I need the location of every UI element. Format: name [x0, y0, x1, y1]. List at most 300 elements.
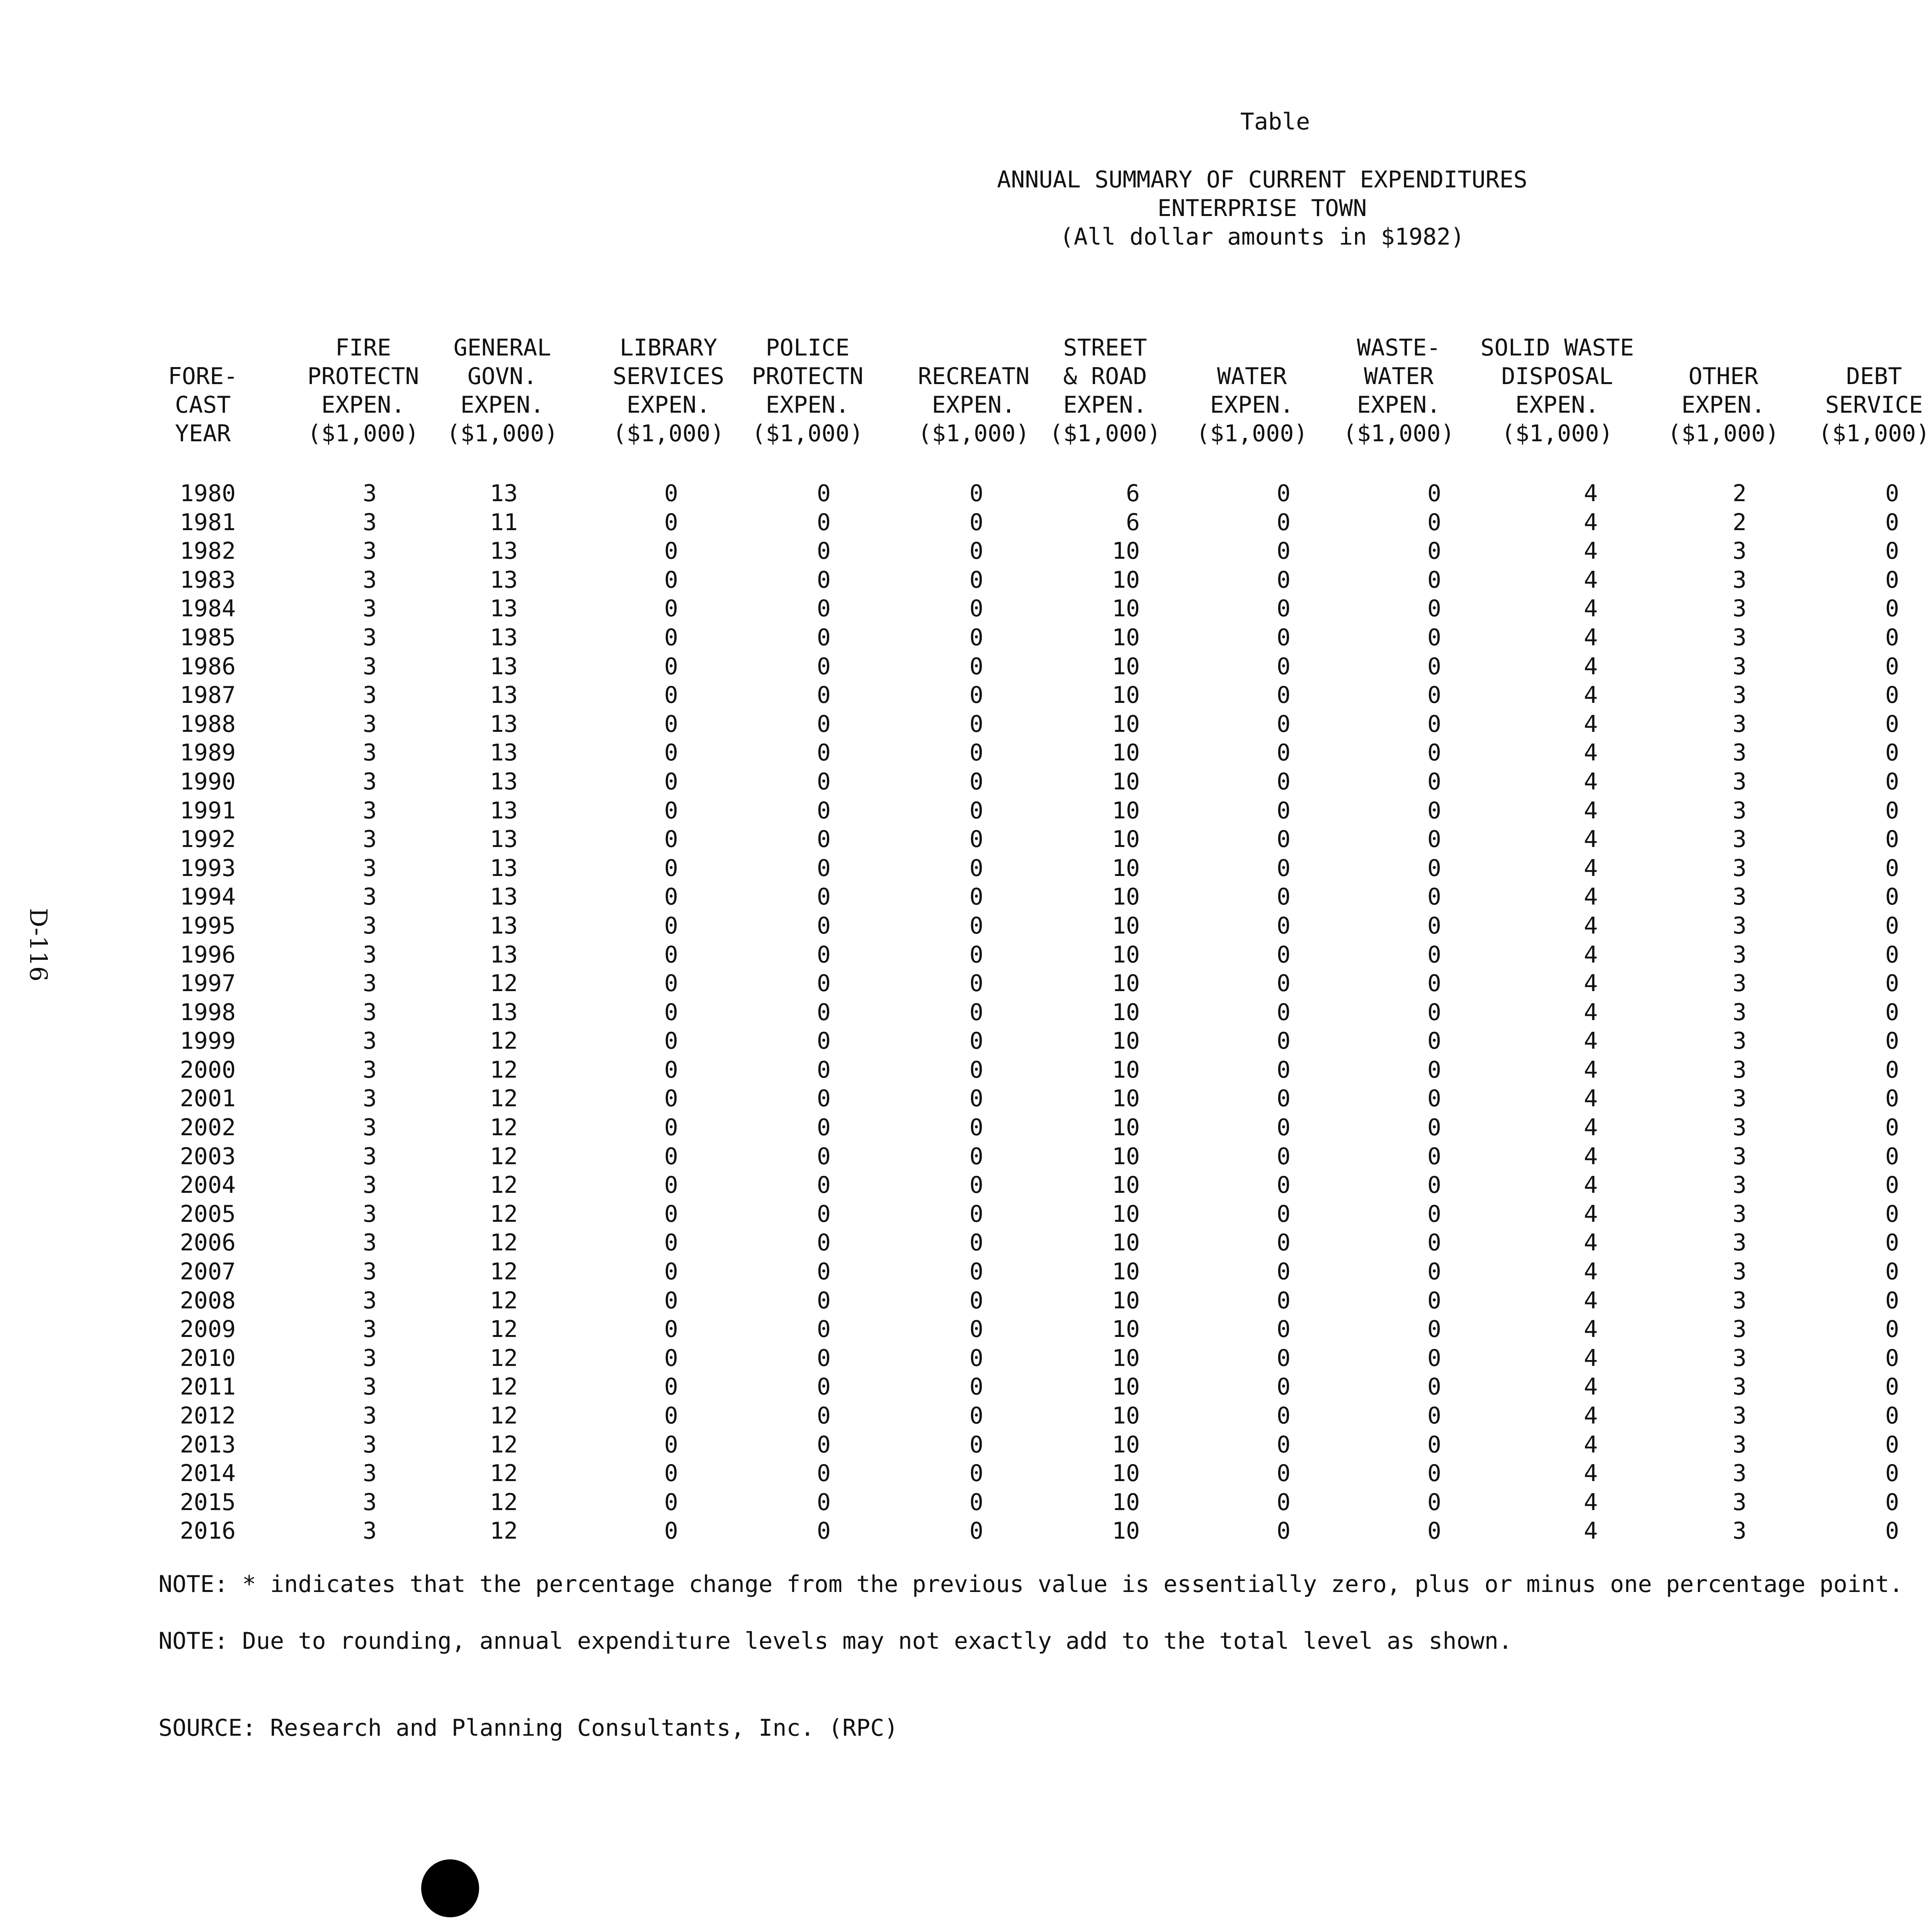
cell-recreatn: 0: [969, 1085, 983, 1112]
column-header-line: [126, 336, 280, 365]
cell-fire: 3: [362, 1258, 377, 1286]
cell-water: 0: [1276, 1172, 1291, 1199]
cell-general-govn: 13: [490, 854, 518, 882]
table-body: [0, 482, 1932, 1548]
cell-debt-service: 0: [1885, 653, 1899, 680]
table-row: [0, 1433, 1932, 1462]
cell-solid-waste: 4: [1583, 480, 1598, 507]
cell-year: 1997: [180, 970, 236, 997]
punch-hole-left: [421, 1859, 479, 1917]
cell-debt-service: 0: [1885, 537, 1899, 565]
cell-year: 1986: [180, 653, 236, 680]
cell-general-govn: 12: [490, 1460, 518, 1487]
cell-debt-service: 0: [1885, 970, 1899, 997]
cell-waste-water: 0: [1427, 883, 1441, 911]
column-header-line: WATER: [1364, 363, 1434, 390]
cell-fire: 3: [362, 1316, 377, 1343]
column-header-line: FIRE: [335, 334, 391, 361]
cell-fire: 3: [362, 509, 377, 536]
cell-fire: 3: [362, 480, 377, 507]
table-row: [0, 1404, 1932, 1433]
cell-waste-water: 0: [1427, 1258, 1441, 1286]
cell-police: 0: [816, 912, 831, 939]
column-header-line: ($1,000): [1667, 420, 1779, 447]
table-row: [0, 1029, 1932, 1058]
cell-fire: 3: [362, 1402, 377, 1429]
cell-water: 0: [1276, 1143, 1291, 1170]
cell-street-road: 6: [1126, 509, 1140, 536]
cell-recreatn: 0: [969, 1143, 983, 1170]
cell-library: 0: [664, 883, 678, 911]
cell-water: 0: [1276, 1027, 1291, 1055]
cell-water: 0: [1276, 1316, 1291, 1343]
table-row: [0, 1344, 1932, 1376]
cell-other: 3: [1732, 1027, 1747, 1055]
cell-fire: 3: [362, 1143, 377, 1170]
cell-general-govn: 13: [490, 941, 518, 968]
cell-library: 0: [664, 1488, 678, 1516]
cell-police: 0: [816, 1143, 831, 1170]
cell-water: 0: [1276, 710, 1291, 738]
table-row: [0, 885, 1932, 914]
cell-library: 0: [664, 768, 678, 795]
cell-solid-waste: 4: [1583, 1114, 1598, 1141]
cell-debt-service: 0: [1885, 768, 1899, 795]
cell-solid-waste: 4: [1583, 682, 1598, 709]
cell-waste-water: 0: [1427, 1460, 1441, 1487]
table-row: [0, 799, 1932, 828]
cell-water: 0: [1276, 1287, 1291, 1314]
cell-street-road: 10: [1112, 854, 1140, 882]
cell-debt-service: 0: [1885, 1027, 1899, 1055]
cell-recreatn: 0: [969, 480, 983, 507]
cell-street-road: 10: [1112, 826, 1140, 853]
cell-debt-service: 0: [1885, 1085, 1899, 1112]
cell-waste-water: 0: [1427, 1517, 1441, 1545]
cell-recreatn: 0: [969, 797, 983, 824]
cell-year: 1995: [180, 912, 236, 939]
cell-fire: 3: [362, 970, 377, 997]
cell-water: 0: [1276, 998, 1291, 1026]
cell-solid-waste: 4: [1583, 1229, 1598, 1257]
cell-year: 1999: [180, 1027, 236, 1055]
column-header-line: & ROAD: [1063, 363, 1147, 390]
cell-fire: 3: [362, 595, 377, 622]
cell-fire: 3: [362, 1287, 377, 1314]
cell-year: 2016: [180, 1517, 236, 1545]
cell-waste-water: 0: [1427, 1085, 1441, 1112]
cell-water: 0: [1276, 854, 1291, 882]
cell-library: 0: [664, 480, 678, 507]
cell-other: 3: [1732, 797, 1747, 824]
cell-year: 2012: [180, 1402, 236, 1429]
cell-street-road: 10: [1112, 1258, 1140, 1286]
table-row: [0, 1488, 1932, 1520]
column-header-line: GENERAL: [453, 334, 551, 361]
cell-recreatn: 0: [969, 624, 983, 651]
table-row: [0, 998, 1932, 1030]
column-header-line: ($1,000): [918, 420, 1030, 447]
cell-year: 1991: [180, 797, 236, 824]
cell-library: 0: [664, 1258, 678, 1286]
cell-recreatn: 0: [969, 1114, 983, 1141]
table-row: [0, 1202, 1932, 1231]
cell-waste-water: 0: [1427, 1200, 1441, 1228]
cell-fire: 3: [362, 854, 377, 882]
cell-waste-water: 0: [1427, 1316, 1441, 1343]
column-header: [730, 336, 885, 451]
cell-debt-service: 0: [1885, 912, 1899, 939]
cell-year: 2011: [180, 1373, 236, 1401]
table-row: [0, 482, 1932, 511]
cell-year: 1983: [180, 566, 236, 594]
cell-other: 3: [1732, 1143, 1747, 1170]
cell-recreatn: 0: [969, 854, 983, 882]
cell-general-govn: 13: [490, 826, 518, 853]
cell-solid-waste: 4: [1583, 1027, 1598, 1055]
cell-police: 0: [816, 1085, 831, 1112]
cell-recreatn: 0: [969, 1229, 983, 1257]
column-header-line: ($1,000): [1343, 420, 1455, 447]
column-header-line: FORE-: [168, 363, 238, 390]
cell-street-road: 10: [1112, 1229, 1140, 1257]
cell-year: 1985: [180, 624, 236, 651]
cell-police: 0: [816, 480, 831, 507]
cell-year: 1988: [180, 710, 236, 738]
cell-other: 3: [1732, 1258, 1747, 1286]
cell-general-govn: 13: [490, 624, 518, 651]
cell-police: 0: [816, 941, 831, 968]
cell-police: 0: [816, 854, 831, 882]
cell-year: 1996: [180, 941, 236, 968]
cell-police: 0: [816, 970, 831, 997]
cell-recreatn: 0: [969, 566, 983, 594]
cell-debt-service: 0: [1885, 1373, 1899, 1401]
cell-general-govn: 12: [490, 1344, 518, 1372]
cell-street-road: 10: [1112, 1460, 1140, 1487]
cell-police: 0: [816, 509, 831, 536]
table-title: ANNUAL SUMMARY OF CURRENT EXPENDITURES: [997, 166, 1527, 193]
column-header: [1028, 336, 1182, 451]
cell-library: 0: [664, 682, 678, 709]
cell-other: 3: [1732, 998, 1747, 1026]
cell-debt-service: 0: [1885, 826, 1899, 853]
cell-street-road: 10: [1112, 1085, 1140, 1112]
cell-recreatn: 0: [969, 826, 983, 853]
cell-other: 3: [1732, 1056, 1747, 1083]
cell-fire: 3: [362, 1460, 377, 1487]
cell-recreatn: 0: [969, 970, 983, 997]
cell-waste-water: 0: [1427, 1114, 1441, 1141]
cell-debt-service: 0: [1885, 1517, 1899, 1545]
cell-debt-service: 0: [1885, 1287, 1899, 1314]
cell-fire: 3: [362, 682, 377, 709]
cell-general-govn: 13: [490, 595, 518, 622]
cell-police: 0: [816, 595, 831, 622]
column-header: [1646, 336, 1801, 451]
cell-solid-waste: 4: [1583, 854, 1598, 882]
cell-year: 1993: [180, 854, 236, 882]
cell-solid-waste: 4: [1583, 653, 1598, 680]
cell-street-road: 6: [1126, 480, 1140, 507]
cell-debt-service: 0: [1885, 480, 1899, 507]
cell-waste-water: 0: [1427, 1373, 1441, 1401]
cell-street-road: 10: [1112, 595, 1140, 622]
table-row: [0, 597, 1932, 626]
cell-general-govn: 13: [490, 768, 518, 795]
cell-water: 0: [1276, 883, 1291, 911]
cell-fire: 3: [362, 1488, 377, 1516]
cell-solid-waste: 4: [1583, 1258, 1598, 1286]
column-header-line: LIBRARY: [619, 334, 718, 361]
cell-fire: 3: [362, 826, 377, 853]
cell-other: 3: [1732, 1344, 1747, 1372]
cell-debt-service: 0: [1885, 1460, 1899, 1487]
cell-fire: 3: [362, 768, 377, 795]
cell-water: 0: [1276, 797, 1291, 824]
cell-recreatn: 0: [969, 1172, 983, 1199]
cell-recreatn: 0: [969, 1488, 983, 1516]
cell-fire: 3: [362, 998, 377, 1026]
cell-other: 3: [1732, 1517, 1747, 1545]
cell-fire: 3: [362, 1344, 377, 1372]
cell-fire: 3: [362, 653, 377, 680]
table-row: [0, 511, 1932, 540]
cell-library: 0: [664, 998, 678, 1026]
cell-library: 0: [664, 1316, 678, 1343]
cell-recreatn: 0: [969, 941, 983, 968]
cell-solid-waste: 4: [1583, 1172, 1598, 1199]
cell-library: 0: [664, 912, 678, 939]
cell-recreatn: 0: [969, 595, 983, 622]
table-row: [0, 655, 1932, 684]
cell-debt-service: 0: [1885, 1431, 1899, 1458]
cell-debt-service: 0: [1885, 797, 1899, 824]
cell-fire: 3: [362, 1200, 377, 1228]
cell-water: 0: [1276, 509, 1291, 536]
table-subtitle: ENTERPRISE TOWN: [1157, 195, 1367, 222]
cell-street-road: 10: [1112, 768, 1140, 795]
cell-street-road: 10: [1112, 1200, 1140, 1228]
cell-solid-waste: 4: [1583, 1373, 1598, 1401]
cell-waste-water: 0: [1427, 653, 1441, 680]
cell-debt-service: 0: [1885, 1143, 1899, 1170]
cell-police: 0: [816, 1056, 831, 1083]
table-row: [0, 1289, 1932, 1318]
cell-solid-waste: 4: [1583, 1431, 1598, 1458]
cell-year: 2001: [180, 1085, 236, 1112]
table-row: [0, 770, 1932, 799]
column-header: [126, 336, 280, 451]
cell-water: 0: [1276, 826, 1291, 853]
cell-recreatn: 0: [969, 1402, 983, 1429]
column-header-line: EXPEN.: [1357, 391, 1441, 418]
cell-year: 2008: [180, 1287, 236, 1314]
cell-waste-water: 0: [1427, 566, 1441, 594]
cell-recreatn: 0: [969, 509, 983, 536]
cell-solid-waste: 4: [1583, 970, 1598, 997]
table-row: [0, 1145, 1932, 1174]
cell-solid-waste: 4: [1583, 1517, 1598, 1545]
cell-library: 0: [664, 1172, 678, 1199]
cell-general-govn: 13: [490, 480, 518, 507]
cell-fire: 3: [362, 739, 377, 767]
cell-street-road: 10: [1112, 1172, 1140, 1199]
cell-debt-service: 0: [1885, 883, 1899, 911]
cell-solid-waste: 4: [1583, 797, 1598, 824]
cell-other: 3: [1732, 682, 1747, 709]
cell-waste-water: 0: [1427, 710, 1441, 738]
table-row: [0, 914, 1932, 943]
cell-police: 0: [816, 1460, 831, 1487]
cell-other: 3: [1732, 970, 1747, 997]
cell-general-govn: 11: [490, 509, 518, 536]
cell-recreatn: 0: [969, 682, 983, 709]
cell-street-road: 10: [1112, 1143, 1140, 1170]
cell-general-govn: 13: [490, 566, 518, 594]
cell-debt-service: 0: [1885, 509, 1899, 536]
cell-other: 3: [1732, 1229, 1747, 1257]
table-row: [0, 1116, 1932, 1145]
cell-waste-water: 0: [1427, 768, 1441, 795]
cell-fire: 3: [362, 797, 377, 824]
cell-other: 3: [1732, 710, 1747, 738]
cell-street-road: 10: [1112, 1114, 1140, 1141]
cell-recreatn: 0: [969, 1287, 983, 1314]
cell-street-road: 10: [1112, 537, 1140, 565]
cell-year: 2007: [180, 1258, 236, 1286]
cell-police: 0: [816, 1258, 831, 1286]
cell-waste-water: 0: [1427, 1287, 1441, 1314]
column-header-line: DISPOSAL: [1501, 363, 1613, 390]
cell-recreatn: 0: [969, 768, 983, 795]
cell-year: 1981: [180, 509, 236, 536]
cell-water: 0: [1276, 1056, 1291, 1083]
cell-library: 0: [664, 739, 678, 767]
column-header-line: ($1,000): [1818, 420, 1930, 447]
table-row: [0, 1375, 1932, 1404]
cell-street-road: 10: [1112, 566, 1140, 594]
cell-street-road: 10: [1112, 1517, 1140, 1545]
cell-recreatn: 0: [969, 710, 983, 738]
cell-general-govn: 13: [490, 537, 518, 565]
cell-general-govn: 12: [490, 1056, 518, 1083]
cell-library: 0: [664, 1143, 678, 1170]
cell-water: 0: [1276, 653, 1291, 680]
cell-year: 1987: [180, 682, 236, 709]
table-row: [0, 626, 1932, 655]
cell-general-govn: 12: [490, 1143, 518, 1170]
cell-library: 0: [664, 941, 678, 968]
cell-debt-service: 0: [1885, 566, 1899, 594]
cell-water: 0: [1276, 912, 1291, 939]
table-row: [0, 1318, 1932, 1347]
column-header-line: ($1,000): [612, 420, 724, 447]
column-header-line: EXPEN.: [1210, 391, 1294, 418]
cell-recreatn: 0: [969, 1316, 983, 1343]
column-header-line: EXPEN.: [1063, 391, 1147, 418]
cell-fire: 3: [362, 1114, 377, 1141]
column-header: [1321, 336, 1476, 451]
cell-library: 0: [664, 1056, 678, 1083]
table-row: [0, 854, 1932, 886]
cell-police: 0: [816, 883, 831, 911]
cell-recreatn: 0: [969, 1200, 983, 1228]
cell-general-govn: 12: [490, 1027, 518, 1055]
cell-recreatn: 0: [969, 998, 983, 1026]
cell-library: 0: [664, 595, 678, 622]
cell-general-govn: 12: [490, 1200, 518, 1228]
cell-general-govn: 13: [490, 682, 518, 709]
cell-waste-water: 0: [1427, 624, 1441, 651]
cell-library: 0: [664, 970, 678, 997]
cell-police: 0: [816, 1229, 831, 1257]
cell-other: 3: [1732, 566, 1747, 594]
cell-debt-service: 0: [1885, 1056, 1899, 1083]
table-row: [0, 1519, 1932, 1548]
cell-police: 0: [816, 1344, 831, 1372]
cell-police: 0: [816, 624, 831, 651]
cell-general-govn: 12: [490, 1258, 518, 1286]
cell-solid-waste: 4: [1583, 1488, 1598, 1516]
cell-police: 0: [816, 1027, 831, 1055]
cell-library: 0: [664, 1287, 678, 1314]
cell-general-govn: 13: [490, 710, 518, 738]
cell-water: 0: [1276, 1229, 1291, 1257]
cell-debt-service: 0: [1885, 854, 1899, 882]
column-header: [286, 336, 440, 451]
cell-general-govn: 12: [490, 1517, 518, 1545]
cell-water: 0: [1276, 1488, 1291, 1516]
cell-police: 0: [816, 1172, 831, 1199]
cell-police: 0: [816, 1287, 831, 1314]
cell-waste-water: 0: [1427, 480, 1441, 507]
column-header-line: PROTECTN: [307, 363, 419, 390]
cell-police: 0: [816, 1114, 831, 1141]
column-header-line: WASTE-: [1357, 334, 1441, 361]
cell-fire: 3: [362, 1085, 377, 1112]
cell-fire: 3: [362, 710, 377, 738]
cell-water: 0: [1276, 739, 1291, 767]
cell-water: 0: [1276, 682, 1291, 709]
side-page-mark: D-116: [24, 908, 53, 982]
cell-fire: 3: [362, 1517, 377, 1545]
column-header-line: GOVN.: [467, 363, 537, 390]
column-header-line: SERVICES: [612, 363, 724, 390]
cell-solid-waste: 4: [1583, 1460, 1598, 1487]
column-header-line: ($1,000): [446, 420, 558, 447]
cell-waste-water: 0: [1427, 998, 1441, 1026]
cell-year: 2005: [180, 1200, 236, 1228]
cell-debt-service: 0: [1885, 1258, 1899, 1286]
cell-other: 3: [1732, 1373, 1747, 1401]
cell-year: 1980: [180, 480, 236, 507]
cell-other: 3: [1732, 595, 1747, 622]
table-row: [0, 568, 1932, 597]
column-header: [425, 336, 580, 451]
cell-solid-waste: 4: [1583, 883, 1598, 911]
cell-fire: 3: [362, 624, 377, 651]
cell-library: 0: [664, 537, 678, 565]
cell-fire: 3: [362, 1373, 377, 1401]
column-header: [1797, 336, 1932, 451]
cell-year: 2004: [180, 1172, 236, 1199]
cell-library: 0: [664, 1402, 678, 1429]
cell-debt-service: 0: [1885, 1402, 1899, 1429]
cell-street-road: 10: [1112, 624, 1140, 651]
cell-recreatn: 0: [969, 883, 983, 911]
cell-waste-water: 0: [1427, 537, 1441, 565]
